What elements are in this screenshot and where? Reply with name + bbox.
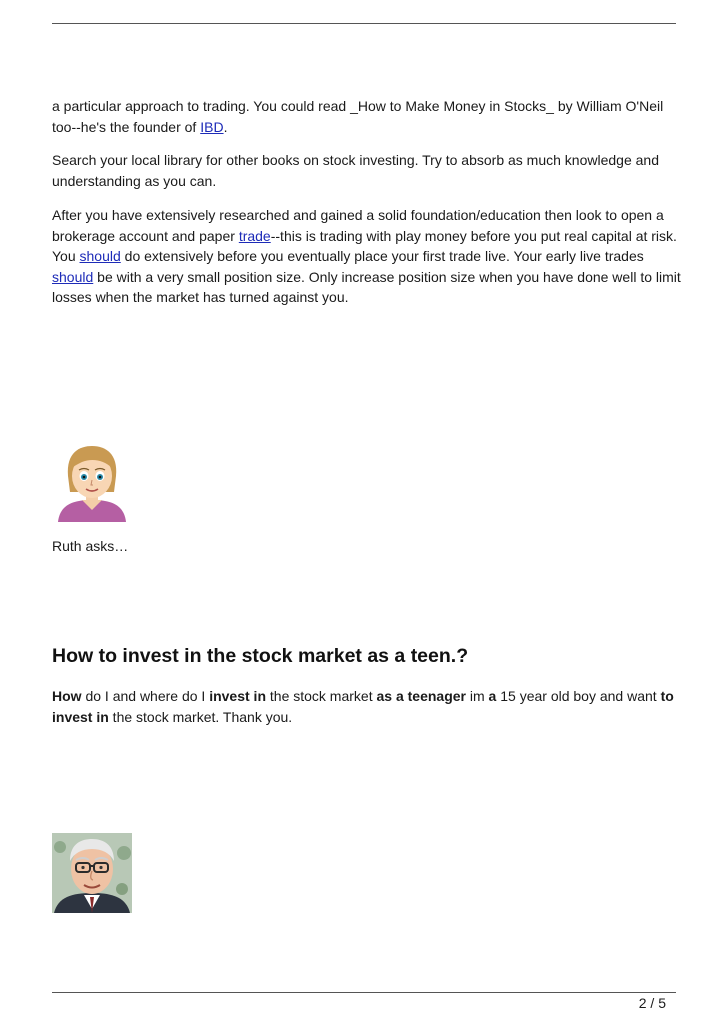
paragraph-text: do extensively before you eventually place your first trade live. Your early live trades xyxy=(120,248,644,264)
paragraph-text: . xyxy=(223,118,228,135)
question-keyword: as a teenager xyxy=(376,688,466,704)
paragraph-text: be with a very small position size. Only increase position size when you have done well to limit losses when the market has turned against you. xyxy=(52,268,681,305)
question-keyword: invest in xyxy=(209,688,266,704)
question-keyword: to invest in xyxy=(52,688,674,725)
elderly-man-glasses-avatar-icon xyxy=(52,833,132,913)
footer-rule xyxy=(52,992,676,993)
paragraph-text: --this is trading with play money before you put real capital at risk. You xyxy=(52,227,677,264)
link-ibd[interactable]: IBD xyxy=(200,118,224,135)
asker-name: Ruth asks… xyxy=(52,538,129,554)
page-number: 2 / 5 xyxy=(638,995,666,1011)
question-text: im xyxy=(465,688,489,704)
question-text: the stock market xyxy=(266,688,377,704)
link-trade[interactable]: trade xyxy=(238,227,271,244)
question-text: 15 year old boy and want xyxy=(496,688,661,704)
paragraph-text: a particular approach to trading. You could read _How to Make Money in Stocks_ by William O'Neil too--he's the founder of xyxy=(52,98,664,135)
cartoon-woman-avatar-icon xyxy=(52,442,132,522)
question-title: How to invest in the stock market as a teen.? xyxy=(52,645,469,667)
question-text: the stock market. Thank you. xyxy=(108,708,293,725)
paragraph-library: Search your local library for other books on stock investing. Try to absorb as much knowledge and understanding as you can. xyxy=(52,152,659,189)
link-should-2[interactable]: should xyxy=(52,268,94,285)
paragraph-text: After you have extensively researched and gained a solid foundation/education then look to open a brokerage account and paper xyxy=(52,207,664,244)
link-should-1[interactable]: should xyxy=(79,248,121,264)
paragraph-ibd xyxy=(52,96,682,137)
paragraph-brokerage xyxy=(52,205,682,308)
header-rule xyxy=(52,23,676,24)
question-keyword: How xyxy=(52,688,82,704)
question-text: do I and where do I xyxy=(81,688,210,704)
question-keyword: a xyxy=(488,688,497,704)
question-body xyxy=(52,686,682,727)
